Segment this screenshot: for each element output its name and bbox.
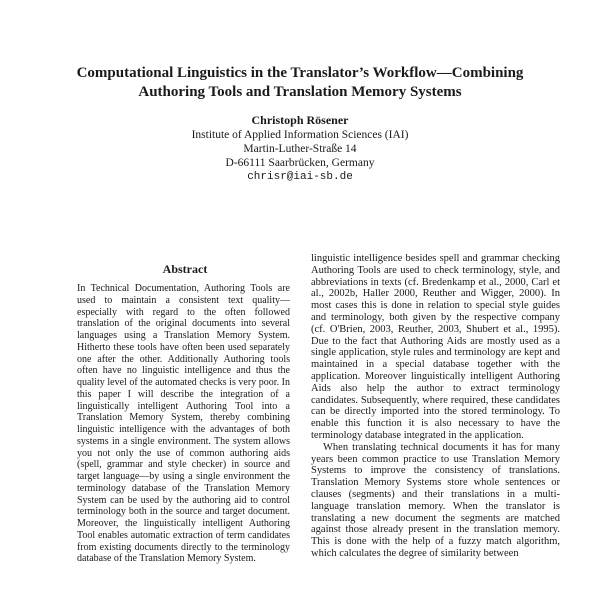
author-name: Christoph Rösener <box>251 113 349 127</box>
body-paragraph-1: linguistic intelligence besides spell and grammar checking Authoring Tools are used to check terminology, style, and abbreviations in texts (cf. Bredenkamp et al., 2000, Carl et al., 2002b, Haller 2000, Reuther and Wigger, 2000). In most cases this is done in relation to special style guides and terminology, both given by the respective company (cf. O'Brien, 2003, Reuther, 2003, Shubert et al., 1995). Due to the fact that Authoring Aids are mostly used as a single application, style rules and terminology are kept and maintained in a special database together with the application. Moreover linguistically intelligent Authoring Aids also help the author to extract terminology candidates. Subsequently, where required, these candidates can be directly imported into the stored terminology. To enable this function it is also necessary to have the terminology database integrated in the application. <box>311 253 560 441</box>
abstract-heading: Abstract <box>162 262 208 276</box>
body-column-right <box>311 253 560 600</box>
author-block <box>100 113 500 184</box>
author-affiliation: Institute of Applied Information Sciences (IAI) <box>191 129 409 141</box>
abstract-text: In Technical Documentation, Authoring Tools are used to maintain a consistent text quality—especially with regard to the often followed translation of the original documents into several languages using a Translation Memory System. Hitherto these tools have often been used separately one after the other. Additionally Authoring tools often have no linguistic intelligence and thus the quality level of the automated checks is very poor. In this paper I will describe the integration of a linguistically intelligent Authoring Tool into a Translation Memory System, thereby combining linguistic intelligence with the advantages of both systems in a single environment. The system allows you not only the use of common authoring aids (spell, grammar and style checker) in source and target language—by using a single environment the terminology database of the Translation Memory System can be used by the authoring aid to control terminology both in the source and target document. Moreover, the linguistically intelligent Authoring Tool enables automatic extraction of term candidates from existing documents directly to the terminology database of the Translation Memory System. <box>77 283 290 565</box>
author-city: D-66111 Saarbrücken, Germany <box>225 157 375 169</box>
abstract-column <box>77 283 290 598</box>
paper-title <box>40 64 560 102</box>
paper-title-line-2: Authoring Tools and Translation Memory Systems <box>138 84 462 100</box>
body-paragraph-2: When translating technical documents it has for many years been common practice to use Translation Memory Systems to improve the consistency of translations. Translation Memory Systems store whole sentences or clauses (segments) and their translations in a multi-language translation memory. When the translator is translating a new document the segments are matched against those already present in the translation memory. This is done with the help of a fuzzy match algorithm, which calculates the degree of similarity between <box>311 441 560 559</box>
author-email[interactable]: chrisr@iai-sb.de <box>247 171 353 183</box>
author-street: Martin-Luther-Straße 14 <box>243 143 357 155</box>
paper-title-line-1: Computational Linguistics in the Translator’s Workflow—Combining <box>76 65 524 81</box>
